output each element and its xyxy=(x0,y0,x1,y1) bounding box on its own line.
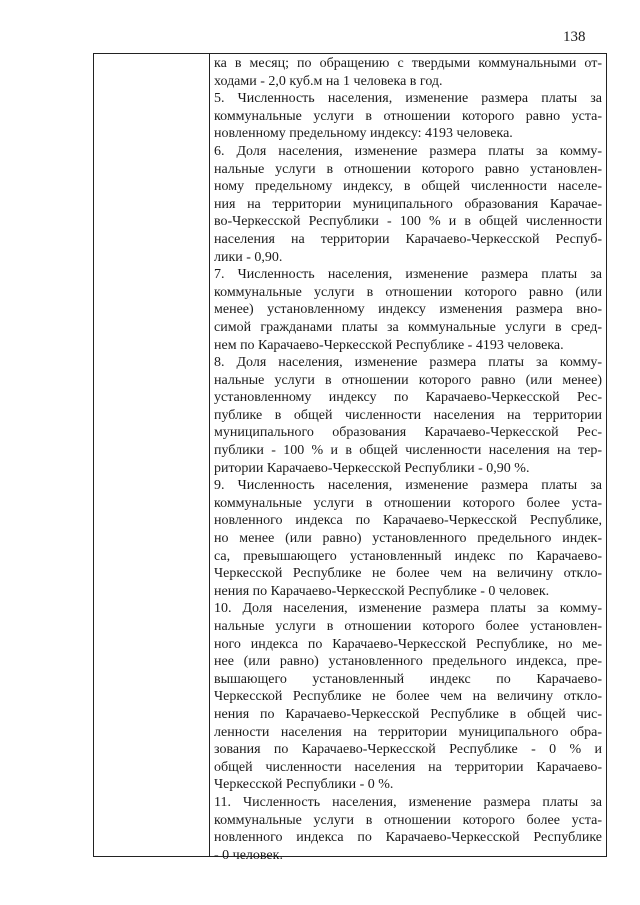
text-line: - 0 человек. xyxy=(214,847,283,863)
text-line: установленному индексу по Карачаево-Черкесской Рес- xyxy=(214,390,602,406)
text-line: ходами - 2,0 куб.м на 1 человека в год. xyxy=(214,73,443,89)
text-line: са, превышающего установленный индекс по Карачаево- xyxy=(214,548,602,564)
text-line: ка в месяц; по обращению с твердыми коммунальными от- xyxy=(214,56,602,71)
text-line: 9. Численность населения, изменение размера платы за xyxy=(214,478,602,494)
text-line: публике в общей численности населения на территории xyxy=(214,407,602,423)
text-line: 10. Доля населения, изменение размера платы за комму- xyxy=(214,601,602,617)
text-line: симой гражданами платы за коммунальные услуги в сред- xyxy=(214,319,602,335)
text-line: но менее (или равно) установленного предельного индек- xyxy=(214,531,602,547)
text-line: лики - 0,90. xyxy=(214,249,283,265)
text-line: населения на территории Карачаево-Черкесской Респуб- xyxy=(214,231,602,247)
text-line: публики - 100 % и в общей численности населения на тер- xyxy=(214,443,602,459)
text-line: нем по Карачаево-Черкесской Республике - 4193 человека. xyxy=(214,337,564,353)
text-line: нения по Карачаево-Черкесской Республике в общей чис- xyxy=(214,706,602,722)
text-line: новленного индекса по Карачаево-Черкесской Республике, xyxy=(214,513,602,529)
document-table xyxy=(93,53,607,863)
text-line: 5. Численность населения, изменение размера платы за xyxy=(214,91,602,107)
text-line: ного индекса по Карачаево-Черкесской Республике, но ме- xyxy=(214,636,602,652)
text-line: коммунальные услуги в отношении которого равно уста- xyxy=(214,108,602,124)
text-line: менее) установленному индексу изменения размера вно- xyxy=(214,302,602,318)
text-line: нальные услуги в отношении которого более установлен- xyxy=(214,619,602,634)
text-line: муниципального образования Карачаево-Черкесской Рес- xyxy=(214,425,602,441)
text-line: коммунальные услуги в отношении которого более уста- xyxy=(214,495,602,511)
text-line: нальные услуги в отношении которого равно установлен- xyxy=(214,161,602,177)
table-text-cell xyxy=(214,55,602,864)
text-line: нения по Карачаево-Черкесской Республике - 0 человек. xyxy=(214,583,550,599)
text-line: коммунальные услуги в отношении которого более уста- xyxy=(214,812,602,828)
text-line: ленности населения на территории муниципального обра- xyxy=(214,724,602,740)
text-line: вышающего установленный индекс по Карачаево- xyxy=(214,671,602,687)
text-line: Черкесской Республике не более чем на величину откло- xyxy=(214,566,602,582)
text-line: 6. Доля населения, изменение размера платы за комму- xyxy=(214,143,602,159)
text-line: новленному предельному индексу: 4193 человека. xyxy=(214,126,513,142)
text-line: нее (или равно) установленного предельного индекса, пре- xyxy=(214,654,602,670)
text-line: нальные услуги в отношении которого равно (или менее) xyxy=(214,372,602,388)
text-line: 7. Численность населения, изменение размера платы за xyxy=(214,267,602,283)
column-divider xyxy=(209,54,210,856)
text-line: коммунальные услуги в отношении которого равно (или xyxy=(214,284,602,300)
text-line: общей численности населения на территории Карачаево- xyxy=(214,759,602,775)
text-line: ритории Карачаево-Черкесской Республики - 0,90 %. xyxy=(214,460,530,476)
text-line: 8. Доля населения, изменение размера платы за комму- xyxy=(214,355,602,371)
text-line: во-Черкесской Республики - 100 % и в общей численности xyxy=(214,214,602,230)
text-line: ния на территории муниципального образования Карачае- xyxy=(214,196,602,212)
text-line: зования по Карачаево-Черкесской Республике - 0 % и xyxy=(214,742,602,758)
text-line: Черкесской Республике не более чем на величину откло- xyxy=(214,689,602,705)
text-line: ному предельному индексу, в общей численности населе- xyxy=(214,179,602,195)
text-line: новленного индекса по Карачаево-Черкесской Республике xyxy=(214,830,602,846)
text-line: Черкесской Республики - 0 %. xyxy=(214,777,394,793)
text-line: 11. Численность населения, изменение размера платы за xyxy=(214,794,602,810)
page-number: 138 xyxy=(563,29,586,45)
